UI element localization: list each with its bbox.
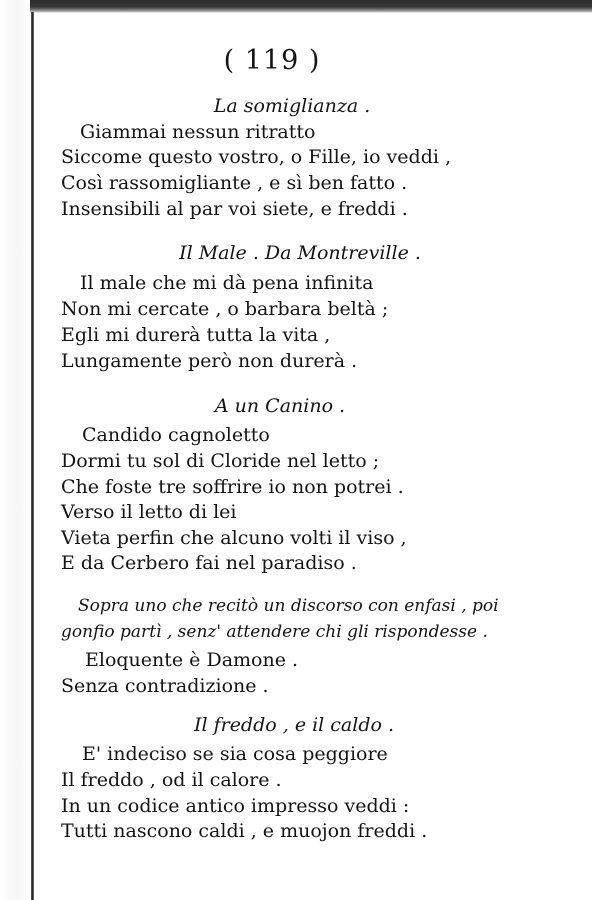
page-left-margin bbox=[0, 0, 30, 900]
poem-line: Candido cagnoletto bbox=[82, 424, 270, 446]
poem-line: Verso il letto di lei bbox=[61, 501, 237, 523]
poem-title: Il freddo , e il caldo . bbox=[193, 714, 395, 736]
poem-line: Egli mi durerà tutta la vita , bbox=[61, 324, 331, 346]
poem-line: Siccome questo vostro, o Fille, io veddi , bbox=[61, 146, 452, 168]
poem-line: Giammai nessun ritratto bbox=[80, 121, 316, 143]
poem-line: Dormi tu sol di Cloride nel letto ; bbox=[61, 450, 380, 472]
poem-heading-line: gonfio partì , senz' attendere chi gli rispondesse . bbox=[61, 622, 488, 642]
poem-line: In un codice antico impresso veddi : bbox=[61, 795, 410, 817]
poem-line: E' indeciso se sia cosa peggiore bbox=[82, 743, 388, 765]
poem-line: Tutti nascono caldi , e muojon freddi . bbox=[61, 820, 428, 842]
poem-title: Il Male . Da Montreville . bbox=[179, 242, 421, 264]
poem-line: Insensibili al par voi siete, e freddi . bbox=[61, 198, 408, 220]
page-top-shadow bbox=[0, 0, 592, 13]
poem-line: Il male che mi dà pena infinita bbox=[80, 272, 374, 294]
poem-title: A un Canino . bbox=[214, 395, 346, 417]
poem-line: Che foste tre soffrire io non potrei . bbox=[61, 476, 404, 498]
poem-line: Senza contradizione . bbox=[61, 675, 269, 697]
poem-line: Vieta perfin che alcuno volti il viso , bbox=[61, 527, 407, 549]
poem-line: Non mi cercate , o barbara beltà ; bbox=[61, 298, 389, 320]
book-gutter-edge bbox=[31, 12, 34, 900]
poem-line: Eloquente è Damone . bbox=[85, 649, 299, 671]
poem-line: Lungamente però non durerà . bbox=[61, 350, 358, 372]
poem-line: Così rassomigliante , e sì ben fatto . bbox=[61, 172, 408, 194]
poem-title: La somiglianza . bbox=[213, 95, 371, 117]
poem-line: Il freddo , od il calore . bbox=[61, 769, 282, 791]
poem-line: E da Cerbero fai nel paradiso . bbox=[61, 552, 357, 574]
poem-heading-line: Sopra uno che recitò un discorso con enfasi , poi bbox=[78, 596, 499, 616]
page-number: ( 119 ) bbox=[223, 45, 321, 76]
